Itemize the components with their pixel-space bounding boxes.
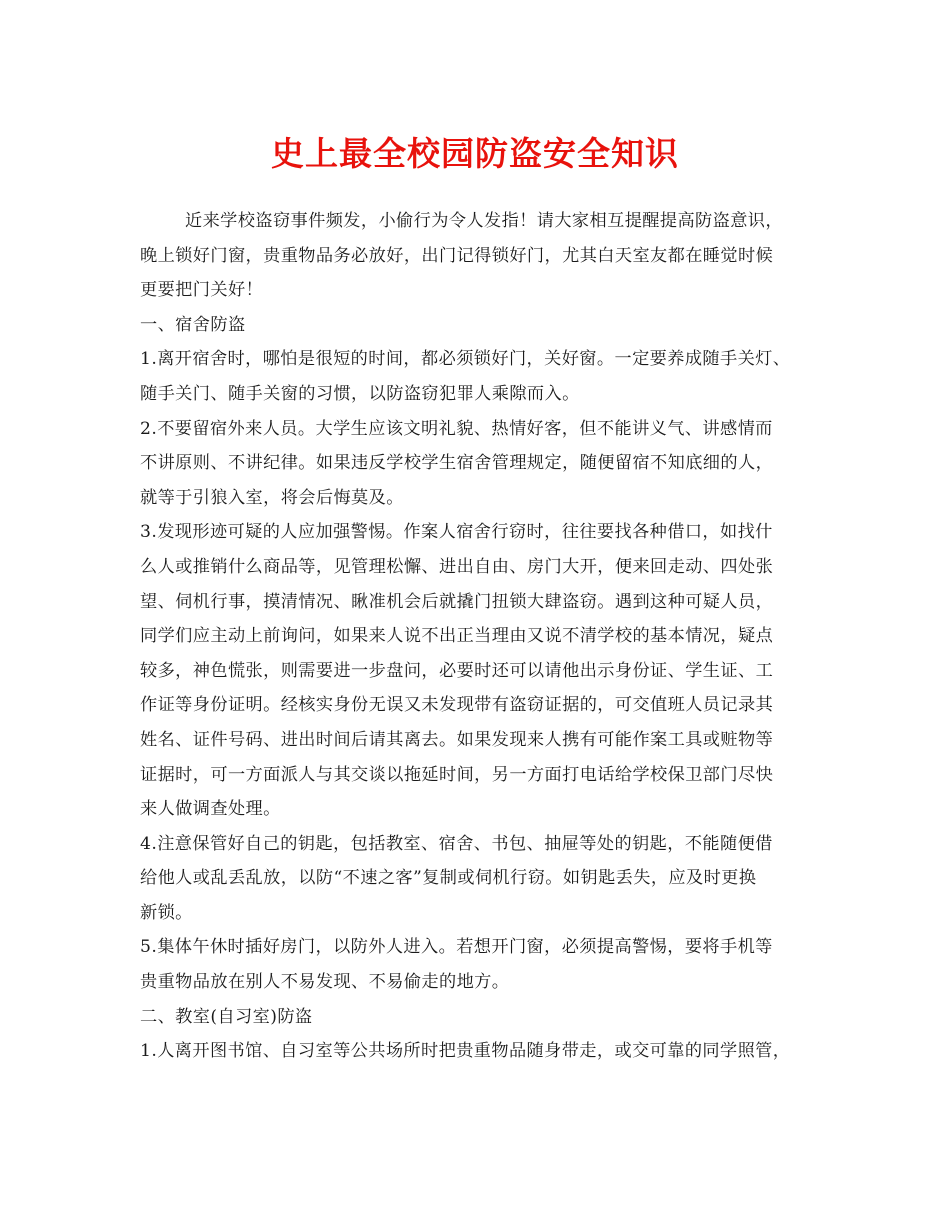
dorm-item-3-line-6: 作证等身份证明。经核实身份无误又未发现带有盗窃证据的，可交值班人员记录其 [140, 695, 774, 716]
dorm-item-3-line-7: 姓名、证件号码、进出时间后请其离去。如果发现来人携有可能作案工具或赃物等 [140, 729, 774, 750]
dorm-item-2-line-3: 就等于引狼入室，将会后悔莫及。 [140, 487, 404, 508]
document-body [140, 204, 820, 1069]
section-heading-classroom: 二、教室(自习室)防盗 [140, 1006, 313, 1027]
classroom-item-1-line-1: 1.人离开图书馆、自习室等公共场所时把贵重物品随身带走，或交可靠的同学照管， [140, 1041, 791, 1062]
dorm-item-3-line-4: 同学们应主动上前询问，如果来人说不出正当理由又说不清学校的基本情况，疑点 [140, 626, 774, 647]
intro-line-2: 晚上锁好门窗，贵重物品务必放好，出门记得锁好门，尤其白天室友都在睡觉时候 [140, 245, 774, 266]
intro-line-1: 近来学校盗窃事件频发，小偷行为令人发指！请大家相互提醒提高防盗意识， [185, 211, 783, 231]
dorm-item-3-line-1: 3.发现形迹可疑的人应加强警惕。作案人宿舍行窃时，往往要找各种借口，如找什 [140, 522, 773, 543]
dorm-item-1-line-2: 随手关门、随手关窗的习惯，以防盗窃犯罪人乘隙而入。 [140, 383, 580, 404]
dorm-item-4-line-3: 新锁。 [140, 902, 193, 923]
dorm-item-2-line-1: 2.不要留宿外来人员。大学生应该文明礼貌、热情好客，但不能讲义气、讲感情而 [140, 418, 773, 439]
dorm-item-5-line-1: 5.集体午休时插好房门，以防外人进入。若想开门窗，必须提高警惕，要将手机等 [140, 937, 773, 958]
intro-line-3: 更要把门关好！ [140, 280, 264, 301]
dorm-item-3-line-3: 望、伺机行事，摸清情况、瞅准机会后就撬门扭锁大肆盗窃。遇到这种可疑人员， [140, 591, 774, 612]
dorm-item-5-line-2: 贵重物品放在别人不易发现、不易偷走的地方。 [140, 972, 510, 993]
dorm-item-4-line-1: 4.注意保管好自己的钥匙，包括教室、宿舍、书包、抽屉等处的钥匙，不能随便借 [140, 833, 773, 854]
dorm-item-4-line-2: 给他人或乱丢乱放，以防“不速之客”复制或伺机行窃。如钥匙丢失，应及时更换 [140, 868, 757, 889]
dorm-item-3-line-5: 较多，神色慌张，则需要进一步盘问，必要时还可以请他出示身份证、学生证、工 [140, 660, 774, 681]
dorm-item-3-line-9: 来人做调查处理。 [140, 799, 281, 820]
section-heading-dorm: 一、宿舍防盗 [140, 314, 246, 335]
dorm-item-3-line-8: 证据时，可一方面派人与其交谈以拖延时间，另一方面打电话给学校保卫部门尽快 [140, 764, 774, 785]
dorm-item-2-line-2: 不讲原则、不讲纪律。如果违反学校学生宿舍管理规定，随便留宿不知底细的人， [140, 453, 774, 474]
page-title: 史上最全校园防盗安全知识 [271, 134, 679, 173]
dorm-item-1-line-1: 1.离开宿舍时，哪怕是很短的时间，都必须锁好门，关好窗。一定要养成随手关灯、 [140, 349, 791, 370]
dorm-item-3-line-2: 么人或推销什么商品等，见管理松懈、进出自由、房门大开，便来回走动、四处张 [140, 556, 774, 577]
